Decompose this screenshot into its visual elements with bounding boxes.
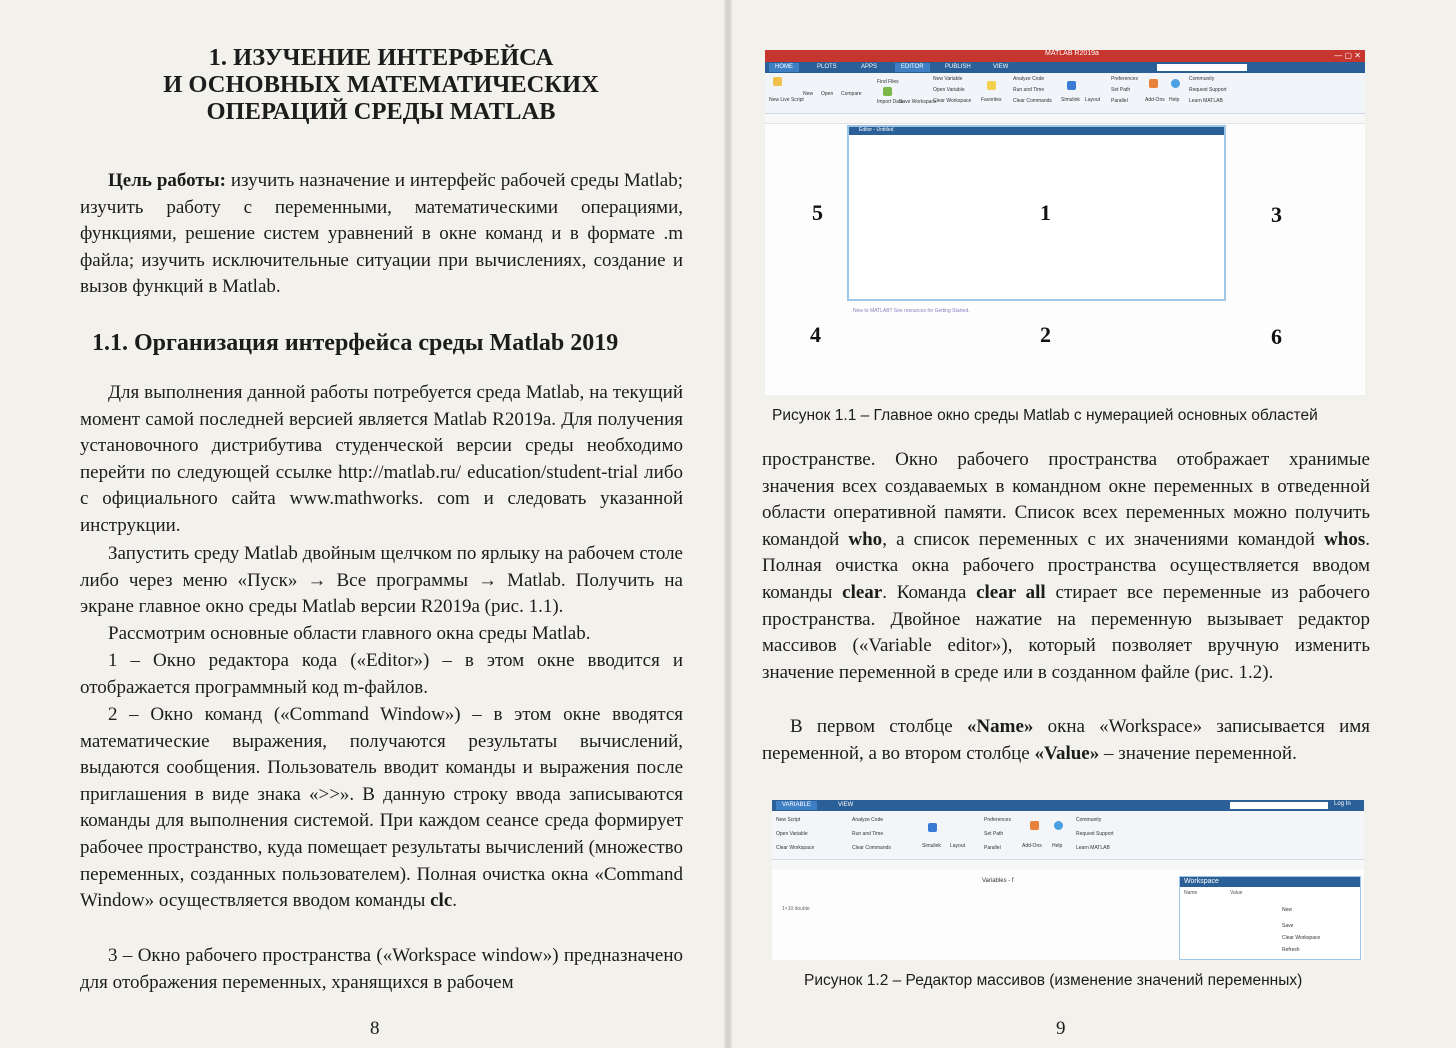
paragraph-editor-window: 1 – Окно редактора кода («Editor») – в этом окне вводится и отображается программный код m-файлов. <box>80 650 683 698</box>
ws-menu-refresh[interactable]: Refresh <box>1282 947 1300 953</box>
goal-label: Цель работы: <box>108 170 226 191</box>
figure-1-caption: Рисунок 1.1 – Главное окно среды Matlab с нумерацией основных областей <box>772 407 1318 424</box>
ws-text-1: пространстве. Окно рабочего пространства отображает хранимые значения всех создаваемых в командном окне переменных в отведенной области оперативной памяти. Список всех переменных можно получить командой <box>762 449 1370 550</box>
ribbon-preferences[interactable]: Preferences <box>1111 76 1138 82</box>
tab-variable[interactable]: VARIABLE <box>776 801 817 810</box>
ribbon-open[interactable]: Open <box>821 91 834 97</box>
command-window-end: . <box>452 890 458 912</box>
f2-analyze-code[interactable]: Analyze Code <box>852 817 884 823</box>
section-title: 1.1. Организация интерфейса среды Matlab 2019 <box>92 330 619 356</box>
nv-text-1: В первом столбце <box>790 716 967 737</box>
paragraph-launch: Запустить среду Matlab двойным щелчком по ярлыку на рабочем столе либо через меню «Пуск» → Все программы → Matlab. Получить на экране главное окно среды Matlab версии R2019a (рис. 1.1). <box>80 543 683 618</box>
variable-editor-tab-bar <box>772 800 1364 811</box>
ribbon-help[interactable]: Help <box>1169 97 1180 103</box>
value-column-label: «Value» <box>1034 742 1100 764</box>
matlab-tab-bar <box>765 62 1365 73</box>
tab-apps[interactable]: APPS <box>861 64 878 70</box>
ribbon-community[interactable]: Community <box>1189 76 1215 82</box>
paragraph-workspace-desc <box>762 447 1370 686</box>
goal-text: изучить назначение и интерфейс рабочей среды Matlab; изучить работу с переменными, математическими операциями, функциями, решение систем уравнений в окне команд и в формате .m файла; изучить исключительные ситуации при вычислениях, создание и вызов функций в Matlab. <box>80 170 683 298</box>
f2-layout[interactable]: Layout <box>950 843 966 849</box>
f2-clear-commands[interactable]: Clear Commands <box>852 845 891 851</box>
ribbon-add-ons[interactable]: Add-Ons <box>1145 97 1165 103</box>
f2-request-support[interactable]: Request Support <box>1076 831 1114 837</box>
paragraph-workspace-window: 3 – Окно рабочего пространства («Workspace window») предназначено для отображения переменных, хранящихся в рабочем <box>80 945 683 993</box>
region-number-6: 6 <box>1271 324 1282 349</box>
editor-window[interactable] <box>847 125 1226 301</box>
workspace-panel <box>1179 876 1361 960</box>
command-window-text: 2 – Окно команд («Command Window») – в этом окне вводятся математические выражения, получаются результаты вычислений, выдаются сообщения. Пользователь вводит команды и выражения после приглашения в виде знака «>>». В данную строку ввода записываются команды для выполнения системой. При каждом сеансе среда формирует рабочее пространство, куда помещает результаты вычислений (множество переменных, созданных пользователем). Полная очистка окна «Command Window» осуществляется вводом команды <box>80 704 683 912</box>
grid-cell[interactable]: 1×10 double <box>782 906 810 912</box>
ribbon-import-data[interactable]: Import Data <box>877 99 904 105</box>
chapter-title-line-1: 1. ИЗУЧЕНИЕ ИНТЕРФЕЙСА <box>208 44 554 71</box>
nv-text-3: – значение переменной. <box>1099 742 1297 764</box>
chapter-title-line-3: ОПЕРАЦИЙ СРЕДЫ MATLAB <box>206 98 556 125</box>
tab-plots[interactable]: PLOTS <box>817 64 837 70</box>
ws-text-3: . Полная очистка окна рабочего пространства осуществляется вводом команды <box>762 528 1370 603</box>
f2-learn-matlab[interactable]: Learn MATLAB <box>1076 845 1110 851</box>
f2-search-field[interactable] <box>1230 802 1328 809</box>
region-number-5: 5 <box>812 200 823 225</box>
paragraph-name-value <box>762 714 1370 767</box>
ribbon-learn-matlab[interactable]: Learn MATLAB <box>1189 98 1223 104</box>
ws-text-5: стирает все переменные из рабочего пространства. Двойное нажатие на переменную вызывает редактор массивов («Variable editor»), который позволяет вручную изменить значение переменной в среде или в созданном файле (рис. 1.2). <box>762 581 1370 683</box>
ribbon-analyze-code[interactable]: Analyze Code <box>1013 76 1045 82</box>
tab-publish[interactable]: PUBLISH <box>945 64 971 70</box>
import-data-icon <box>883 87 892 96</box>
ws-menu-new[interactable]: New <box>1282 907 1293 913</box>
favorites-icon <box>987 81 996 90</box>
ribbon-save-workspace[interactable]: Save Workspace <box>899 99 937 105</box>
editor-title-bar <box>849 127 1224 135</box>
editor-title: Editor - Untitled <box>859 127 894 133</box>
f2-parallel[interactable]: Parallel <box>984 845 1001 851</box>
variable-editor-ribbon <box>772 811 1364 860</box>
ribbon-new-variable[interactable]: New Variable <box>933 76 963 82</box>
tab-home[interactable]: HOME <box>769 63 799 72</box>
workspace-title: Workspace <box>1184 878 1219 885</box>
f2-simulink-icon <box>928 823 937 832</box>
ribbon-run-and-time[interactable]: Run and Time <box>1013 87 1045 93</box>
ribbon-simulink[interactable]: Simulink <box>1061 97 1080 103</box>
f2-set-path[interactable]: Set Path <box>984 831 1004 837</box>
clear-all-command: clear all <box>976 581 1046 603</box>
nv-text-2: окна «Workspace» записывается имя переменной, а во втором столбце <box>762 716 1370 764</box>
ws-col-value[interactable]: Value <box>1230 890 1243 896</box>
figure-variable-editor <box>772 800 1364 960</box>
matlab-ribbon <box>765 73 1365 114</box>
ws-text-4: . Команда <box>882 581 977 603</box>
variables-title: Variables - f <box>982 878 1014 884</box>
f2-add-ons[interactable]: Add-Ons <box>1022 843 1042 849</box>
f2-clear-workspace[interactable]: Clear Workspace <box>776 845 815 851</box>
window-title: MATLAB R2019a <box>1045 50 1099 57</box>
f2-help-icon <box>1054 821 1063 830</box>
ws-menu-clear-workspace[interactable]: Clear Workspace <box>1282 935 1321 941</box>
clear-command: clear <box>842 581 883 603</box>
region-number-4: 4 <box>810 322 821 347</box>
help-icon <box>1171 79 1180 88</box>
variable-grid[interactable] <box>782 900 1172 940</box>
add-ons-icon <box>1149 79 1158 88</box>
f2-run-and-time[interactable]: Run and Time <box>852 831 884 837</box>
ribbon-find-files[interactable]: Find Files <box>877 79 899 85</box>
f2-open-variable[interactable]: Open Variable <box>776 831 808 837</box>
ribbon-open-variable[interactable]: Open Variable <box>933 87 965 93</box>
f2-add-ons-icon <box>1030 821 1039 830</box>
chapter-title-line-2: И ОСНОВНЫХ МАТЕМАТИЧЕСКИХ <box>163 71 599 98</box>
paragraph-areas-intro: Рассмотрим основные области главного окна среды Matlab. <box>108 623 591 644</box>
ws-menu-save[interactable]: Save <box>1282 923 1294 929</box>
login-button[interactable]: Log In <box>1334 801 1351 807</box>
f2-folder-bar[interactable] <box>772 860 1364 870</box>
ribbon-new[interactable]: New <box>803 91 814 97</box>
figure-2-caption: Рисунок 1.2 – Редактор массивов (изменение значений переменных) <box>804 972 1303 989</box>
f2-new-script[interactable]: New Script <box>776 817 801 823</box>
ribbon-parallel[interactable]: Parallel <box>1111 98 1128 104</box>
ribbon-layout[interactable]: Layout <box>1085 97 1101 103</box>
tab-view-f2[interactable]: VIEW <box>838 802 854 808</box>
f2-simulink[interactable]: Simulink <box>922 843 941 849</box>
tab-editor[interactable]: EDITOR <box>895 63 930 72</box>
clc-command: clc <box>430 890 453 912</box>
name-column-label: «Name» <box>966 716 1034 737</box>
ws-text-2: , а список переменных с их значениями командой <box>882 528 1325 550</box>
whos-command: whos <box>1324 528 1366 550</box>
region-number-3: 3 <box>1271 202 1282 227</box>
who-command: who <box>848 528 883 550</box>
region-number-2: 2 <box>1040 322 1051 347</box>
page-number-right: 9 <box>1056 1018 1066 1039</box>
figure-matlab-main-window <box>765 50 1365 395</box>
ribbon-clear-commands[interactable]: Clear Commands <box>1013 98 1052 104</box>
search-field[interactable] <box>1157 64 1247 71</box>
f2-preferences[interactable]: Preferences <box>984 817 1011 823</box>
ribbon-favorites[interactable]: Favorites <box>981 97 1002 103</box>
f2-community[interactable]: Community <box>1076 817 1102 823</box>
ribbon-compare[interactable]: Compare <box>841 91 862 97</box>
ribbon-new-live-script[interactable]: New Live Script <box>769 97 804 103</box>
ws-col-name[interactable]: Name <box>1184 890 1198 896</box>
ribbon-clear-workspace[interactable]: Clear Workspace <box>933 98 972 104</box>
new-script-icon <box>773 77 782 86</box>
f2-help[interactable]: Help <box>1052 843 1063 849</box>
ribbon-set-path[interactable]: Set Path <box>1111 87 1131 93</box>
window-controls-icon: — ▢ ✕ <box>1334 51 1361 60</box>
region-number-1: 1 <box>1040 200 1051 225</box>
paragraph-install: Для выполнения данной работы потребуется среда Matlab, на текущий момент самой последней версией является Matlab R2019a. Для получения установочного дистрибутива студенческой версии среды необходимо перейти по следующей ссылке http://matlab.ru/ education/student-trial либо с официального сайта www.mathworks. com и следовать указанной инструкции. <box>80 382 683 536</box>
page-number-left: 8 <box>370 1018 380 1039</box>
ribbon-request-support[interactable]: Request Support <box>1189 87 1227 93</box>
matlab-title-bar <box>765 50 1365 62</box>
simulink-icon <box>1067 81 1076 90</box>
current-folder-bar[interactable] <box>765 114 1365 124</box>
tab-view[interactable]: VIEW <box>993 64 1009 70</box>
command-window-prompt[interactable]: New to MATLAB? See resources for Getting Started. <box>853 308 970 314</box>
workspace-title-bar <box>1180 877 1360 887</box>
